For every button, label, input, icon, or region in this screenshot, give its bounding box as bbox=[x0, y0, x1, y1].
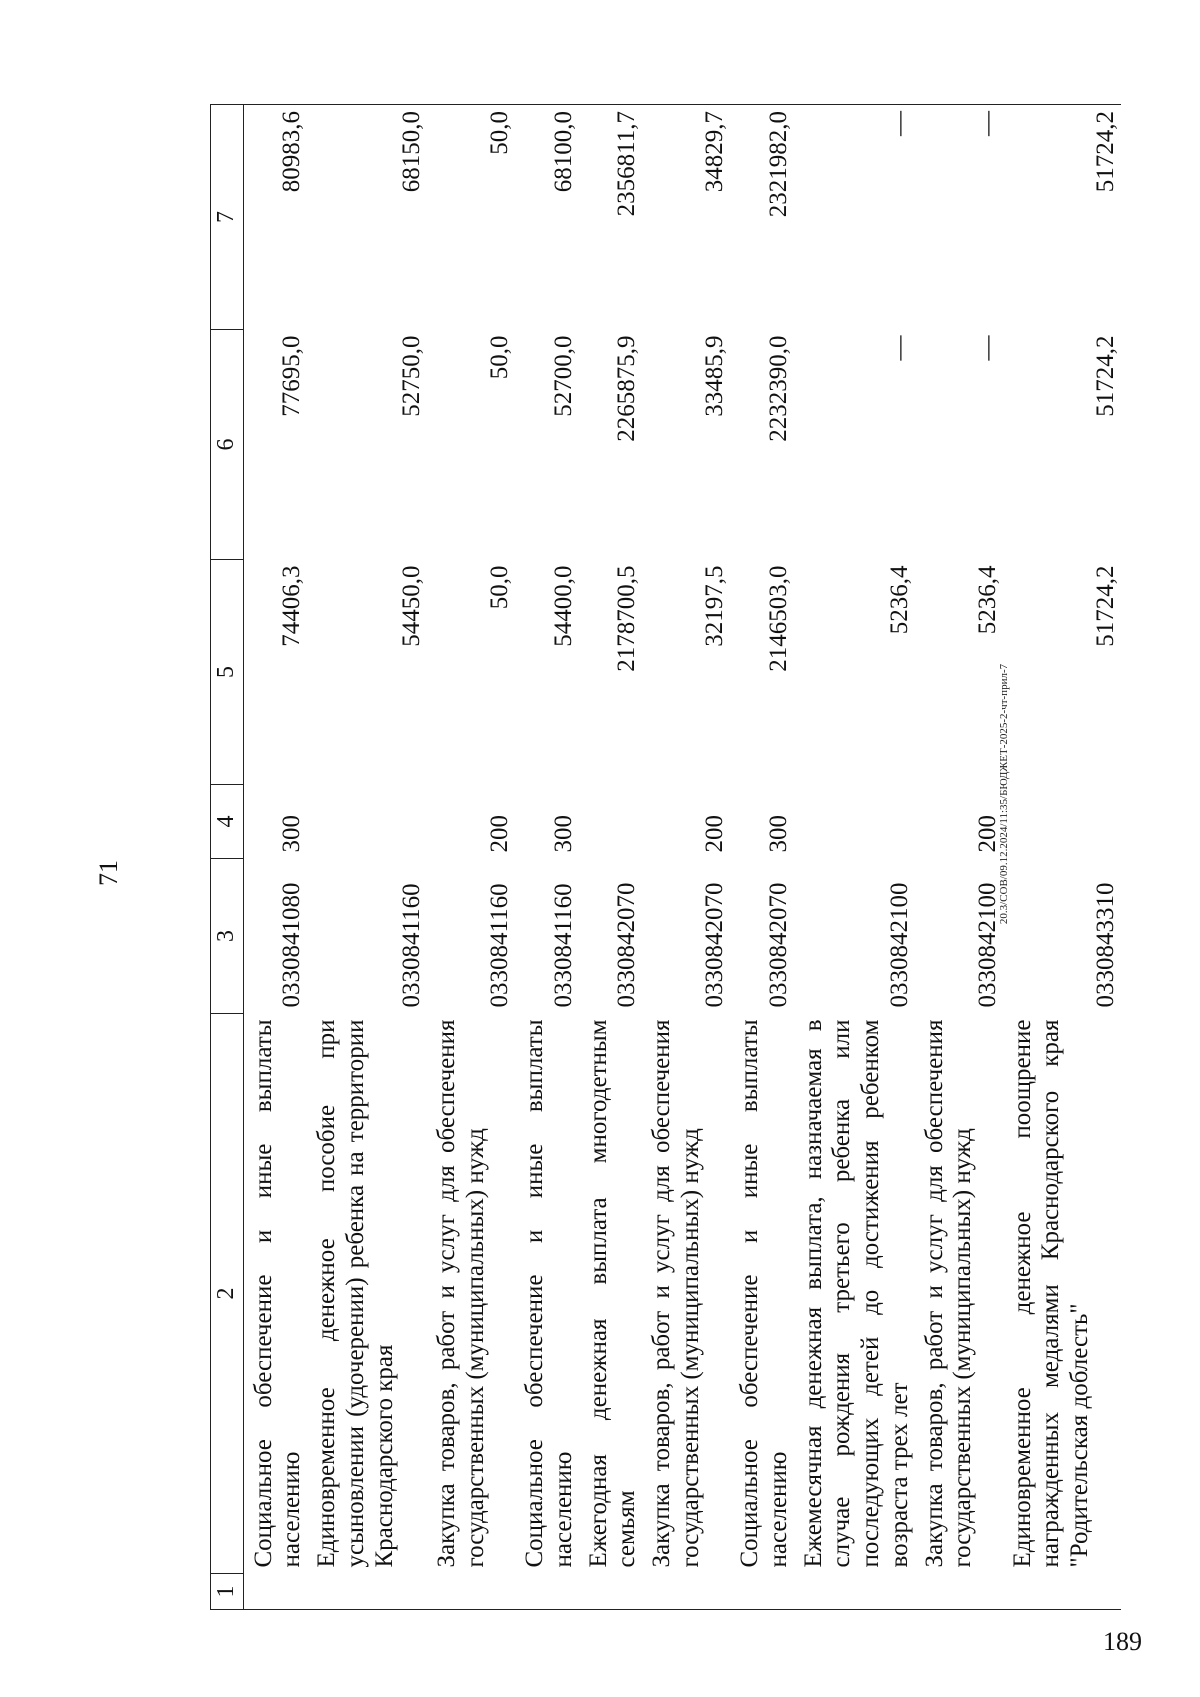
row-value-2026: — bbox=[885, 335, 913, 361]
row-description: Закупка товаров, работ и услуг для обеспечения государственных (муниципальных) нужд bbox=[433, 1019, 489, 1568]
row-value-2025: 54450,0 bbox=[398, 565, 426, 647]
row-expense-type: 200 bbox=[701, 815, 729, 853]
row-description: Социальное обеспечение и иные выплаты населению bbox=[521, 1019, 577, 1568]
row-target-code: 0330843310 bbox=[1091, 882, 1119, 1008]
footer-page-number: 189 bbox=[1103, 1627, 1142, 1656]
row-value-2026: 50,0 bbox=[486, 335, 514, 380]
row-value-2026: 52700,0 bbox=[549, 335, 577, 417]
row-value-2025: 50,0 bbox=[486, 565, 514, 610]
row-target-code: 0330842070 bbox=[613, 882, 641, 1008]
row-value-2026: 2265875,9 bbox=[613, 335, 641, 442]
row-value-2025: 51724,2 bbox=[1091, 565, 1119, 647]
row-description: Ежегодная денежная выплата многодетным семьям bbox=[584, 1019, 641, 1568]
row-value-2026: — bbox=[973, 335, 1001, 361]
table-row bbox=[427, 105, 515, 1610]
row-description: Закупка товаров, работ и услуг для обеспечения государственных (муниципальных) нужд bbox=[920, 1019, 977, 1568]
row-target-code: 0330841080 bbox=[278, 882, 306, 1008]
table-header-row bbox=[211, 105, 244, 1610]
row-value-2027: — bbox=[915, 105, 1003, 330]
row-expense-type bbox=[1003, 785, 1121, 859]
row-value-2026: 2232390,0 bbox=[764, 335, 792, 442]
table-row bbox=[307, 105, 427, 1610]
header-col-1: 1 bbox=[211, 1574, 244, 1610]
table-row bbox=[515, 105, 579, 1610]
row-value-2027: 68150,0 bbox=[307, 105, 427, 330]
row-expense-type bbox=[307, 785, 427, 859]
row-expense-type bbox=[794, 785, 915, 859]
row-value-2027: 51724,2 bbox=[1003, 105, 1121, 330]
row-value-2027: 50,0 bbox=[427, 105, 515, 330]
table-row bbox=[915, 105, 1003, 1610]
row-value-2026: 77695,0 bbox=[278, 335, 306, 417]
row-value-2026: 33485,9 bbox=[701, 335, 729, 417]
row-value-2027: 2321982,0 bbox=[730, 105, 794, 330]
row-value-2027: 80983,6 bbox=[243, 105, 307, 330]
table-row bbox=[1003, 105, 1121, 1610]
row-description: Закупка товаров, работ и услуг для обеспечения государственных (муниципальных) нужд bbox=[648, 1019, 704, 1568]
row-target-code: 0330842100 bbox=[885, 882, 913, 1008]
row-target-code: 0330842100 bbox=[973, 882, 1001, 1008]
row-number-cell bbox=[730, 1574, 794, 1610]
row-number-cell bbox=[307, 1574, 427, 1610]
row-expense-type: 300 bbox=[764, 815, 792, 853]
row-target-code: 0330841160 bbox=[549, 883, 577, 1008]
header-col-4: 4 bbox=[211, 785, 244, 859]
row-target-code: 0330842070 bbox=[764, 882, 792, 1008]
row-value-2027: 34829,7 bbox=[642, 105, 730, 330]
header-col-6: 6 bbox=[211, 330, 244, 560]
table-row bbox=[642, 105, 730, 1610]
row-number-cell bbox=[1003, 1574, 1121, 1610]
row-description: Ежемесячная денежная выплата, назначаемая в случае рождения третьего ребенка или последующих детей до достижения ребенком возраста трех лет bbox=[799, 1019, 913, 1568]
row-value-2025: 74406,3 bbox=[278, 565, 306, 647]
row-value-2025: 32197,5 bbox=[701, 565, 729, 647]
row-description: Единовременное денежное пособие при усыновлении (удочерении) ребенка на территории Краснодарского края bbox=[313, 1019, 398, 1568]
row-value-2026: 51724,2 bbox=[1091, 335, 1119, 417]
row-value-2025: 5236,4 bbox=[973, 565, 1001, 635]
row-expense-type: 200 bbox=[973, 815, 1001, 853]
budget-table bbox=[210, 104, 1121, 1610]
table-row bbox=[730, 105, 794, 1610]
row-value-2027: 2356811,7 bbox=[579, 105, 643, 330]
row-target-code: 0330841160 bbox=[486, 883, 514, 1008]
table-row bbox=[794, 105, 915, 1610]
table-row bbox=[579, 105, 643, 1610]
row-description: Социальное обеспечение и иные выплаты населению bbox=[249, 1019, 306, 1568]
row-expense-type: 200 bbox=[486, 815, 514, 853]
row-value-2026: 52750,0 bbox=[398, 335, 426, 417]
row-value-2025: 2146503,0 bbox=[764, 565, 792, 672]
row-description: Единовременное денежное поощрение награжденных медалями Краснодарского края "Родительская доблесть" bbox=[1008, 1019, 1094, 1568]
row-number-cell bbox=[579, 1574, 643, 1610]
row-number-cell bbox=[642, 1574, 730, 1610]
row-value-2025: 5236,4 bbox=[885, 565, 913, 635]
row-expense-type: 300 bbox=[278, 815, 306, 853]
header-col-3: 3 bbox=[211, 859, 244, 1014]
row-expense-type bbox=[579, 785, 643, 859]
row-number-cell bbox=[794, 1574, 915, 1610]
row-description: Социальное обеспечение и иные выплаты населению bbox=[736, 1019, 792, 1568]
row-target-code: 0330842070 bbox=[701, 882, 729, 1008]
row-number-cell bbox=[243, 1574, 307, 1610]
row-value-2025: 54400,0 bbox=[549, 565, 577, 647]
table-row bbox=[243, 105, 307, 1610]
row-number-cell bbox=[915, 1574, 1003, 1610]
page-number: 71 bbox=[94, 860, 123, 886]
header-col-7: 7 bbox=[211, 105, 244, 330]
row-value-2027: 68100,0 bbox=[515, 105, 579, 330]
row-expense-type: 300 bbox=[549, 815, 577, 853]
row-number-cell bbox=[515, 1574, 579, 1610]
row-number-cell bbox=[427, 1574, 515, 1610]
file-stamp: 20.3/СОВ/09.12.2024/11:35/БЮДЖЕТ-2025-2-чт-прил-7 bbox=[998, 663, 1010, 925]
budget-table-rotated bbox=[210, 105, 1119, 1610]
row-value-2027: — bbox=[794, 105, 915, 330]
header-col-2: 2 bbox=[211, 1014, 244, 1574]
row-value-2025: 2178700,5 bbox=[613, 565, 641, 672]
header-col-5: 5 bbox=[211, 560, 244, 785]
row-target-code: 0330841160 bbox=[398, 883, 426, 1008]
